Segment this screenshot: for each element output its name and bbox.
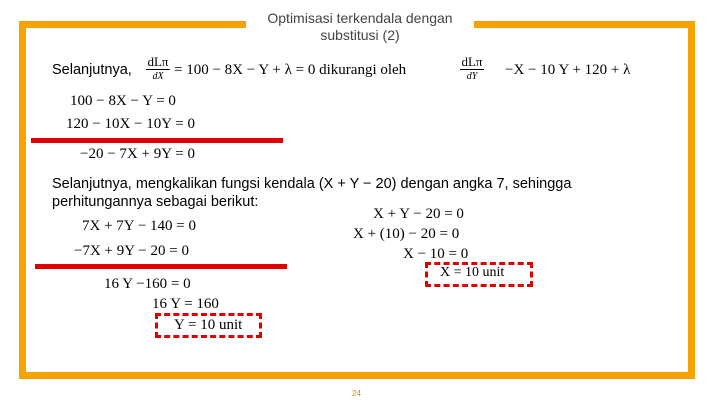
equation-1: 100 − 8X − Y = 0 [70, 93, 176, 109]
addition-line [35, 264, 287, 269]
equation-8: Y = 10 unit [174, 317, 243, 333]
fraction-bar [146, 69, 170, 70]
equation-6: 16 Y −160 = 0 [104, 276, 191, 292]
paragraph-line-2: perhitungannya sebagai berikut: [52, 194, 259, 210]
fraction-numerator: dLπ [147, 54, 169, 69]
fraction-dl-dx [146, 55, 170, 82]
right-equation-4: X = 10 unit [440, 265, 505, 280]
equation-7: 16 Y = 160 [152, 296, 219, 312]
equation-3: −20 − 7X + 9Y = 0 [80, 146, 195, 162]
equation-2: 120 − 10X − 10Y = 0 [66, 116, 195, 132]
fraction-denominator: dY [466, 71, 478, 82]
line1-expression: = 100 − 8X − Y + λ = 0 dikurangi oleh [174, 62, 407, 78]
fraction-denominator: dX [152, 71, 164, 82]
slide-title: Optimisasi terkendala dengan substitusi (2) [267, 10, 453, 43]
equation-4: 7X + 7Y − 140 = 0 [82, 218, 196, 234]
line1-lead: Selanjutnya, [52, 62, 132, 78]
paragraph-line-1: Selanjutnya, mengkalikan fungsi kendala (X + Y − 20) dengan angka 7, sehingga [52, 176, 572, 192]
subtraction-line [31, 138, 283, 143]
line1-expression-2: −X − 10 Y + 120 + λ [505, 62, 631, 78]
equation-5: −7X + 9Y − 20 = 0 [74, 243, 189, 259]
right-equation-2: X + (10) − 20 = 0 [353, 226, 460, 242]
right-equation-3: X − 10 = 0 [403, 246, 469, 262]
page-number: 24 [352, 389, 361, 398]
fraction-dl-dy [460, 55, 484, 82]
fraction-bar [460, 69, 484, 70]
right-equation-1: X + Y − 20 = 0 [373, 206, 464, 222]
fraction-numerator: dLπ [461, 54, 483, 69]
